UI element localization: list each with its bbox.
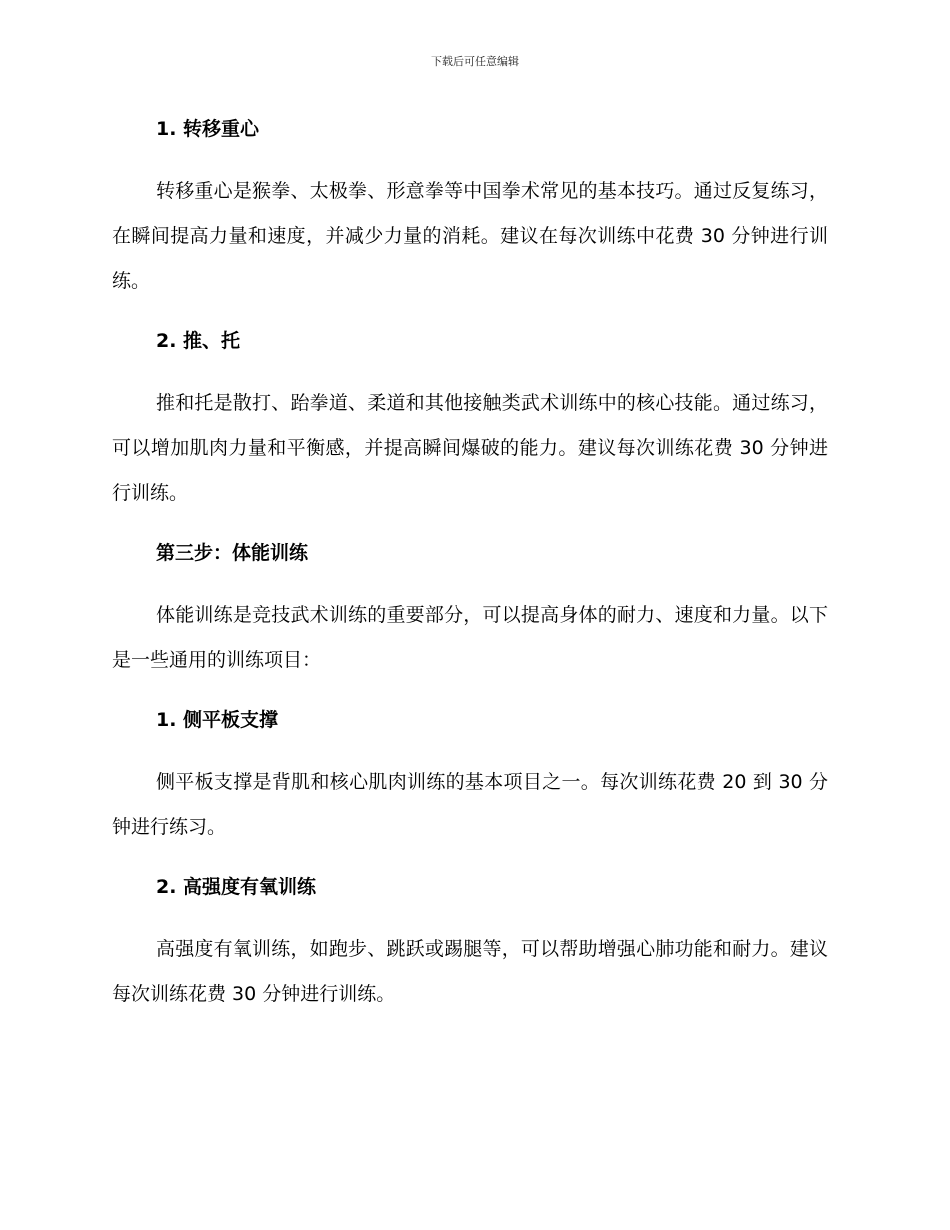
section-heading: 2. 高强度有氧训练 xyxy=(156,876,317,898)
section-paragraph: 推和托是散打、跆拳道、柔道和其他接触类武术训练中的核心技能。通过练习，可以增加肌肉力量和平衡感，并提高瞬间爆破的能力。建议每次训练花费 30 分钟进行训练。 xyxy=(112,392,828,504)
section-heading: 1. 转移重心 xyxy=(156,118,260,140)
document-body xyxy=(112,112,828,1017)
section-paragraph: 高强度有氧训练，如跑步、跳跃或踢腿等，可以帮助增强心肺功能和耐力。建议每次训练花费 30 分钟进行训练。 xyxy=(112,938,828,1005)
section-heading: 1. 侧平板支撑 xyxy=(156,709,279,731)
section-paragraph: 转移重心是猴拳、太极拳、形意拳等中国拳术常见的基本技巧。通过反复练习，在瞬间提高力量和速度，并减少力量的消耗。建议在每次训练中花费 30 分钟进行训练。 xyxy=(112,180,828,292)
section-paragraph: 体能训练是竞技武术训练的重要部分，可以提高身体的耐力、速度和力量。以下是一些通用的训练项目： xyxy=(112,604,828,671)
section-paragraph: 侧平板支撑是背肌和核心肌肉训练的基本项目之一。每次训练花费 20 到 30 分钟进行练习。 xyxy=(112,771,828,838)
section-heading: 2. 推、托 xyxy=(156,330,241,352)
page-header-note: 下载后可任意编辑 xyxy=(431,55,519,68)
section-heading: 第三步：体能训练 xyxy=(156,542,309,564)
